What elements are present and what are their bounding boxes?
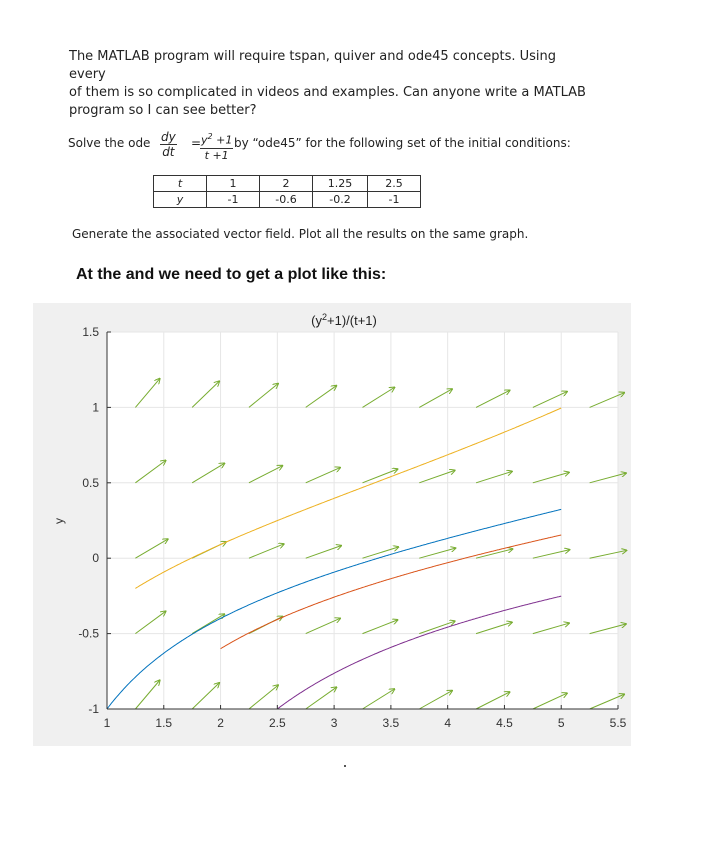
plot-area — [107, 332, 618, 709]
question-line: The MATLAB program will require tspan, quiver and ode45 concepts. Using every — [69, 49, 557, 82]
table-row — [154, 176, 421, 192]
t-cell: 2.5 — [368, 176, 421, 192]
ode-rhs-base: y — [201, 133, 208, 147]
x-tick-label: 2.5 — [268, 716, 286, 730]
t-label: t — [154, 176, 207, 192]
t-cell: 1.25 — [313, 176, 368, 192]
x-tick-label: 1 — [103, 716, 111, 730]
x-tick-label: 4.5 — [496, 716, 513, 730]
question-line: program so I can see better? — [69, 103, 257, 118]
ode-rhs-num — [200, 130, 233, 149]
instruction-text: Generate the associated vector field. Plot all the results on the same graph. — [72, 227, 529, 241]
ode-rhs-fraction — [200, 130, 233, 163]
y-tick-label: 0.5 — [82, 475, 99, 490]
chart-title: $(y^2+1)/(t+1)$ — [311, 312, 377, 328]
x-tick-label: 1.5 — [155, 716, 173, 730]
y-tick-label: 1 — [92, 400, 99, 415]
ode-suffix: by “ode45” for the following set of the initial conditions: — [234, 136, 571, 150]
ode-equals: = — [191, 136, 202, 150]
table-row — [154, 192, 421, 208]
ode-lhs-num: dy — [161, 130, 176, 144]
y-tick-label: 1.5 — [82, 325, 99, 339]
figure-panel — [33, 303, 631, 746]
initial-conditions-table — [153, 175, 421, 208]
y-axis-label: y — [52, 518, 66, 524]
ode-lhs-den: dt — [162, 145, 175, 159]
x-tick-label: 4 — [444, 716, 452, 730]
ode-rhs-den: t +1 — [204, 148, 229, 162]
t-cell: 1 — [207, 176, 260, 192]
heading-text: At the and we need to get a plot like this: — [76, 266, 387, 283]
y-tick-label: 0 — [92, 551, 99, 566]
y-cell: -0.2 — [313, 192, 368, 208]
x-tick-label: 5 — [557, 716, 565, 730]
decorative-dot — [344, 765, 346, 767]
chart-svg — [33, 303, 631, 746]
question-line: of them is so complicated in videos and examples. Can anyone write a MATLAB — [69, 85, 586, 100]
ode-rhs-exp: 2 — [207, 132, 213, 141]
ode-rhs-rest: +1 — [212, 133, 233, 147]
t-cell: 2 — [260, 176, 313, 192]
ode-statement — [68, 126, 688, 166]
ode-lhs-fraction — [160, 130, 177, 159]
x-tick-label: 5.5 — [609, 716, 627, 730]
y-cell: -1 — [207, 192, 260, 208]
y-cell: -0.6 — [260, 192, 313, 208]
x-tick-label: 3 — [330, 716, 338, 730]
x-tick-label: 3.5 — [382, 716, 400, 730]
y-tick-label: -1 — [88, 702, 99, 716]
y-tick-label: -0.5 — [78, 626, 99, 641]
y-label: y — [154, 192, 207, 208]
x-tick-label: 2 — [217, 716, 224, 730]
ode-prefix: Solve the ode — [68, 136, 151, 150]
y-cell: -1 — [368, 192, 421, 208]
question-text — [69, 48, 589, 120]
